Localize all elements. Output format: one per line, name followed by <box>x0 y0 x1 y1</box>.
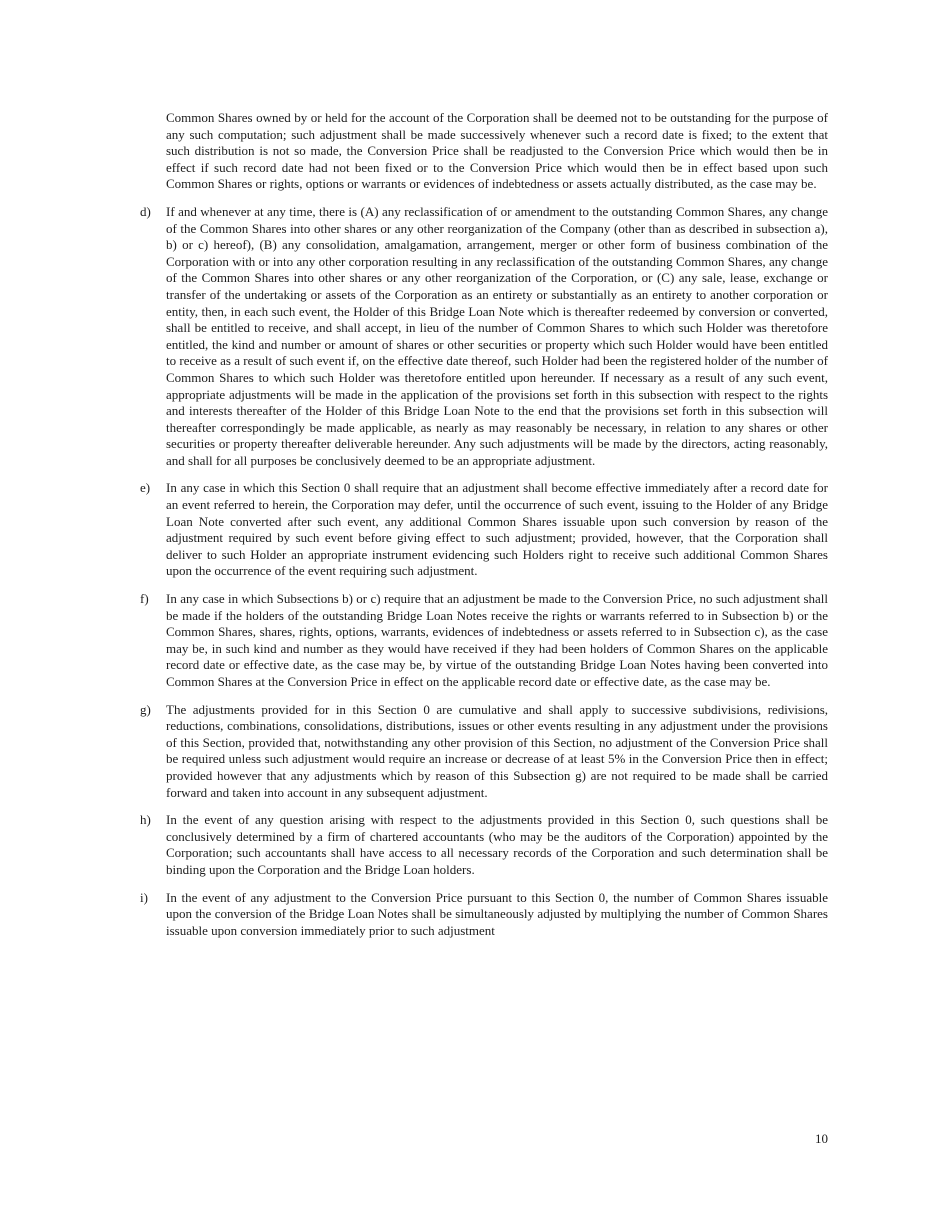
item-text: In the event of any adjustment to the Conversion Price pursuant to this Section 0, the number of Common Shares issuable upon the conversion of the Bridge Loan Notes shall be simultaneously adjusted by multiplying the number of Common Shares issuable upon conversion immediately prior to such adjustment <box>166 889 828 938</box>
list-item <box>140 812 828 878</box>
document-body <box>140 110 828 950</box>
item-label: d) <box>140 203 151 219</box>
item-label: f) <box>140 591 149 607</box>
paragraph-continuation: Common Shares owned by or held for the account of the Corporation shall be deemed not to be outstanding for the purpose of any such computation; such adjustment shall be made successively whenever such a record date is fixed; to the extent that such distribution is not so made, the Conversion Price shall be readjusted to the Conversion Price which would then be in effect if such record date had not been fixed or to the Conversion Price which would then be in effect based upon such Common Shares or rights, options or warrants or evidences of indebtedness or assets actually distributed, as the case may be. <box>166 110 828 192</box>
list-item <box>140 890 828 940</box>
list-item <box>140 702 828 802</box>
list-item <box>140 204 828 470</box>
item-text: In any case in which Subsections b) or c) require that an adjustment be made to the Conversion Price, no such adjustment shall be made if the holders of the outstanding Bridge Loan Notes receive the rights or warrants referred to in Subsection b) or the Common Shares, shares, rights, options, warrants, evidences of indebtedness or assets referred to in Subsection c), as the case may be, in such kind and number as they would have received if they had been holders of Common Shares on the applicable record date or effective date, as the case may be, by virtue of the outstanding Bridge Loan Notes having been converted into Common Shares at the Conversion Price in effect on the applicable record date or effective date, as the case may be. <box>166 591 828 689</box>
item-text: If and whenever at any time, there is (A) any reclassification of or amendment to the outstanding Common Shares, any change of the Common Shares into other shares or any other reorganization of the Company (other than as described in subsection a), b) or c) hereof), (B) any consolidation, amalgamation, arrangement, merger or other form of business combination of the Corporation with or into any other corporation resulting in any reclassification of the outstanding Common Shares, any change of the Common Shares into other shares or any other reorganization of the Corporation, or (C) any sale, lease, exchange or transfer of the undertaking or assets of the Corporation as an entirety or substantially as an entirety to another corporation or entity, then, in each such event, the Holder of this Bridge Loan Note which is thereafter redeemed by conversion or converted, shall be entitled to receive, and shall accept, in lieu of the number of Common Shares to which such Holder was theretofore entitled, the kind and number or amount of shares or other securities or property which such Holder would have been entitled to receive as a result of such event if, on the effective date thereof, such Holder had been the registered holder of the number of Common Shares to which such Holder was theretofore entitled upon hereunder. If necessary as a result of any such event, appropriate adjustments will be made in the application of the provisions set forth in this subsection with respect to the rights and interests thereafter of the Holder of this Bridge Loan Note to the end that the provisions set forth in this subsection will thereafter correspondingly be made applicable, as nearly as may reasonably be necessary, in relation to any shares or other securities or property thereafter deliverable hereunder. Any such adjustments will be made by the directors, acting reasonably, and shall for all purposes be conclusively deemed to be an appropriate adjustment. <box>166 203 828 468</box>
item-label: g) <box>140 701 151 717</box>
page-number: 10 <box>815 1131 828 1146</box>
item-text: In any case in which this Section 0 shall require that an adjustment shall become effective immediately after a record date for an event referred to herein, the Corporation may defer, until the occurrence of such event, issuing to the Holder of any Bridge Loan Note converted after such event, any additional Common Shares issuable upon such conversion by reason of the adjustment required by such event before giving effect to such adjustment; provided, however, that the Corporation shall deliver to such Holder an appropriate instrument evidencing such Holders right to receive such additional Common Shares upon the occurrence of the event requiring such adjustment. <box>166 480 828 579</box>
list-item <box>140 480 828 580</box>
item-label: i) <box>140 889 148 905</box>
item-label: e) <box>140 480 151 496</box>
list-item <box>140 591 828 691</box>
item-text: In the event of any question arising with respect to the adjustments provided in this Section 0, such questions shall be conclusively determined by a firm of chartered accountants (who may be the auditors of the Corporation) appointed by the Corporation; such accountants shall have access to all necessary records of the Corporation and such determination shall be binding upon the Corporation and the Bridge Loan holders. <box>166 812 828 877</box>
item-text: The adjustments provided for in this Section 0 are cumulative and shall apply to successive subdivisions, redivisions, reductions, combinations, consolidations, distributions, issues or other events resulting in any adjustment under the provisions of this Section, provided that, notwithstanding any other provision of this Section, no adjustment of the Conversion Price shall be required unless such adjustment would require an increase or decrease of at least 5% in the Conversion Price then in effect; provided however that any adjustments which by reason of this Subsection g) are not required to be made shall be carried forward and taken into account in any subsequent adjustment. <box>166 701 828 800</box>
item-label: h) <box>140 812 151 828</box>
